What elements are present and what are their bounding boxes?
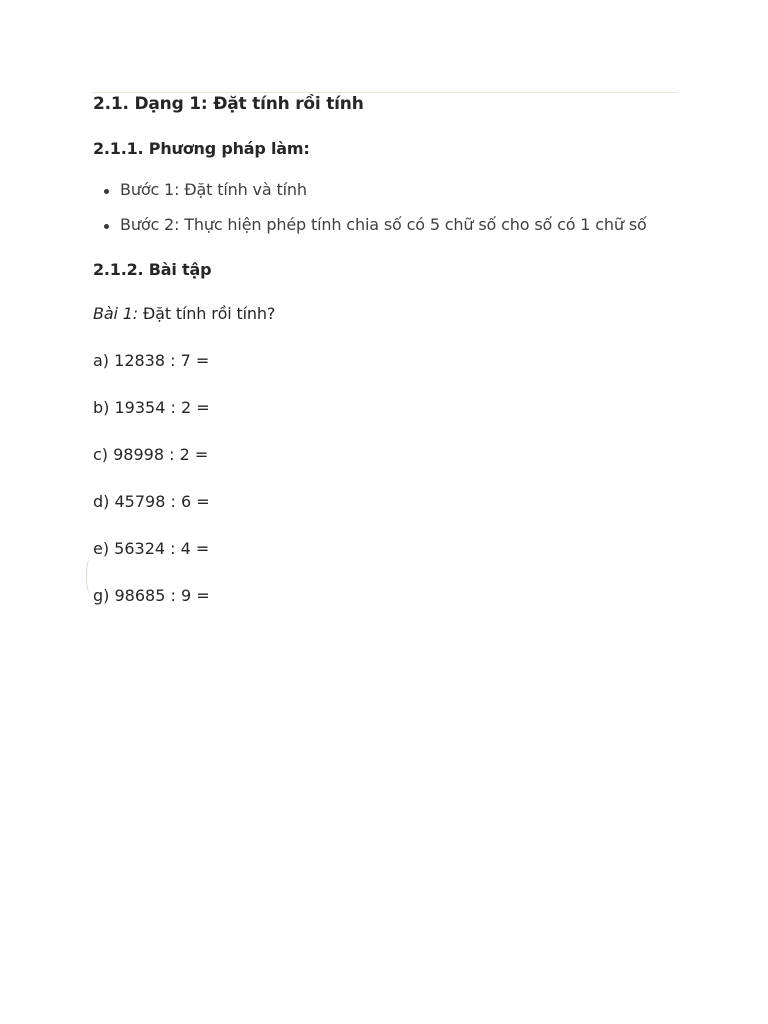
margin-bracket-mark [86, 556, 97, 596]
problem-c: c) 98998 : 2 = [93, 445, 209, 464]
problem-list [93, 351, 210, 633]
exercise-heading: 2.1.2. Bài tập [93, 260, 212, 279]
exercise-task-label: Bài 1: [93, 304, 138, 323]
bullet-icon [104, 224, 109, 229]
problem-d: d) 45798 : 6 = [93, 492, 210, 511]
problem-a: a) 12838 : 7 = [93, 351, 210, 370]
method-heading: 2.1.1. Phương pháp làm: [93, 139, 310, 158]
exercise-task-text: Đặt tính rồi tính? [137, 304, 276, 323]
problem-e: e) 56324 : 4 = [93, 539, 210, 558]
method-step-text: Bước 1: Đặt tính và tính [120, 180, 307, 199]
method-steps-list [104, 180, 647, 250]
method-step-1 [104, 180, 647, 215]
bullet-icon [104, 189, 109, 194]
top-divider [92, 92, 678, 93]
section-heading: 2.1. Dạng 1: Đặt tính rồi tính [93, 94, 364, 114]
method-step-text: Bước 2: Thực hiện phép tính chia số có 5 chữ số cho số có 1 chữ số [120, 215, 647, 234]
exercise-task [93, 304, 275, 323]
problem-g: g) 98685 : 9 = [93, 586, 210, 605]
problem-b: b) 19354 : 2 = [93, 398, 210, 417]
method-step-2 [104, 215, 647, 250]
